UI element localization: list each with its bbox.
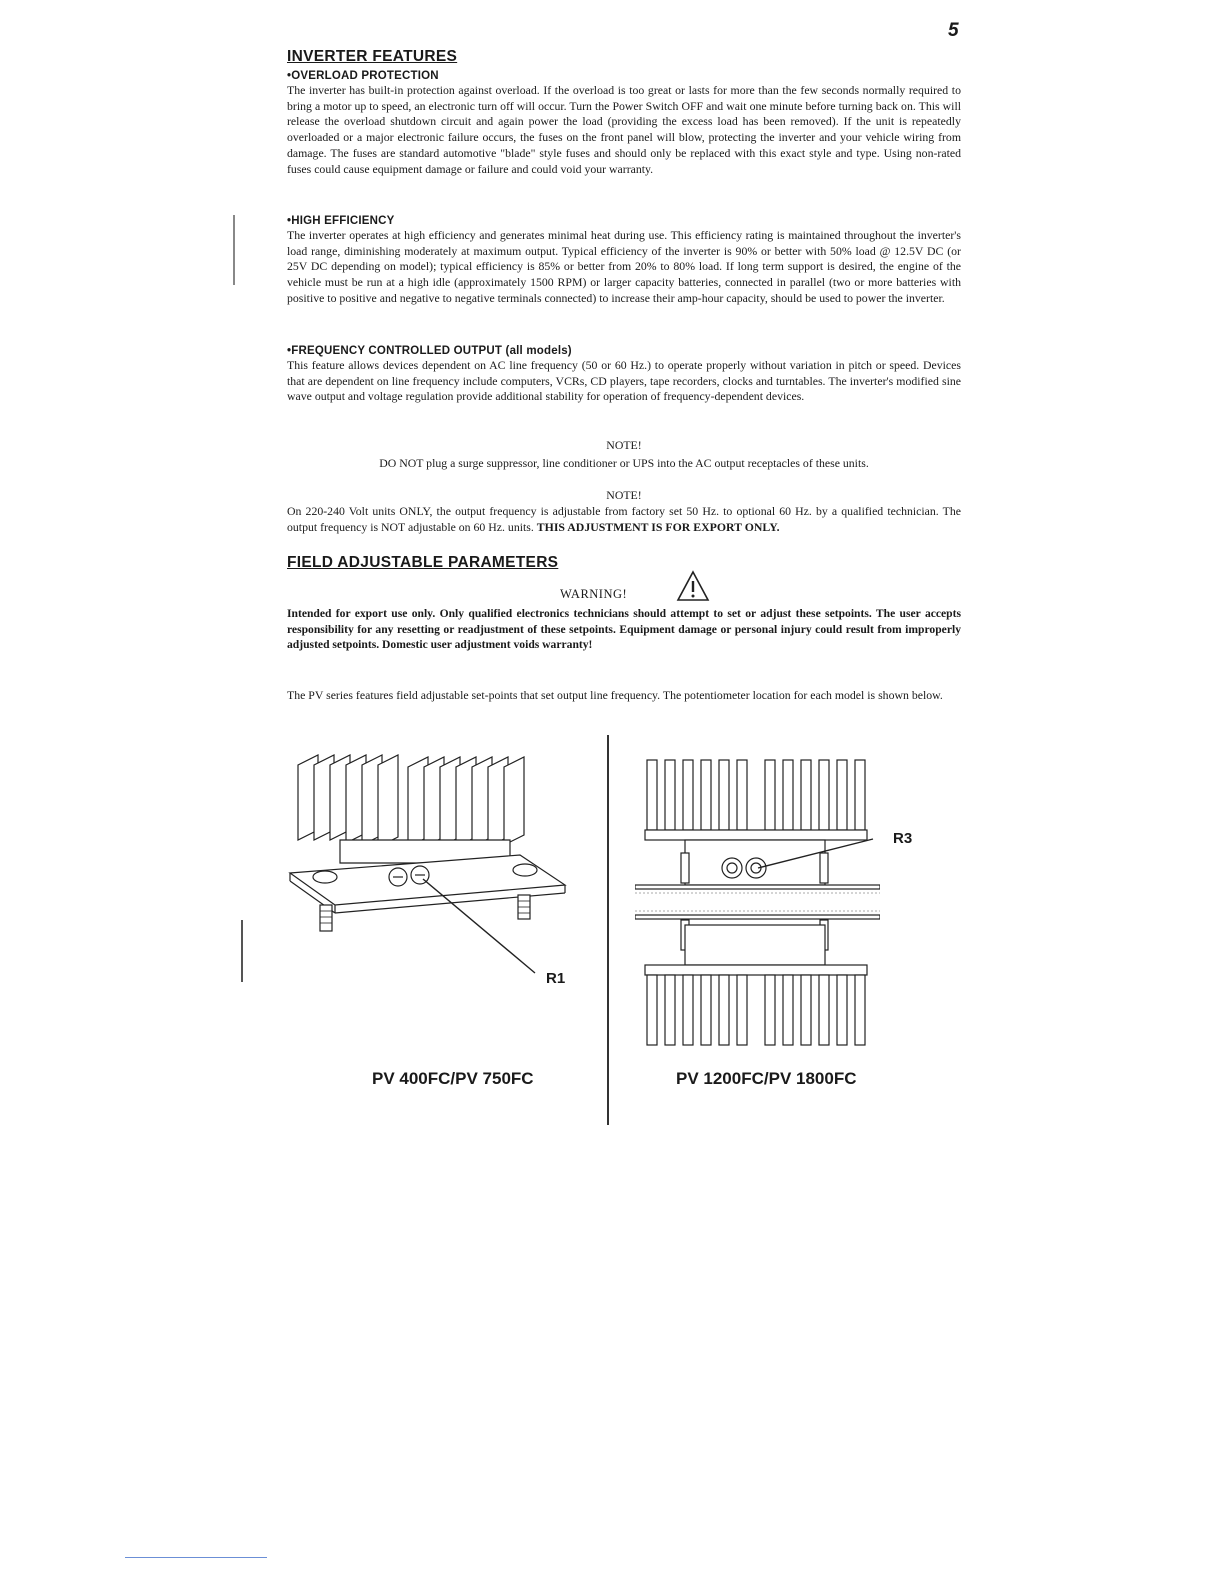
intro-paragraph: The PV series features field adjustable set-points that set output line frequency. The potentiometer location for each model is shown below.: [287, 688, 943, 702]
efficiency-paragraph: The inverter operates at high efficiency and generates minimal heat during use. This efficiency rating is maintained throughout the inverter's load range, diminishing moderately at maximum output. Typical efficiency of the inverter is 90% or better with 50% load @ 12.5V DC (or 25V DC depending on model); typical efficiency is 85% or better from 20% to 80% load. If long term support is desired, the engine of the vehicle must be run at a high idle (approximately 1500 RPM) or larger capacity batteries, connected in parallel (two or more batteries with positive to positive and negative to negative terminals connected) to increase their amp-hour capacity, should be used to power the inverter.: [287, 228, 961, 305]
note2-paragraph: [287, 504, 961, 535]
section-title-inverter-features: INVERTER FEATURES: [287, 48, 458, 65]
figure-pv400-diagram: [280, 745, 590, 995]
note2-label: NOTE!: [606, 488, 642, 502]
overload-heading: •OVERLOAD PROTECTION: [287, 70, 439, 82]
warning-label: WARNING!: [560, 587, 628, 601]
scan-mark: [233, 215, 235, 285]
efficiency-heading: •HIGH EFFICIENCY: [287, 215, 395, 227]
warning-line: [560, 570, 720, 604]
scan-mark: [125, 1557, 267, 1558]
warning-paragraph: Intended for export use only. Only qualified electronics technicians should attempt to set or adjust these setpoints. The user accepts responsibility for any resetting or readjustment of these setpoints. Equipment damage or personal injury could result from improperly adjusted setpoints. Domestic user adjustment voids warranty!: [287, 607, 961, 652]
figure-pv1200-diagram: [635, 755, 880, 1055]
section-title-field-adjustable: FIELD ADJUSTABLE PARAMETERS: [287, 554, 559, 571]
caption-pv1200-pv1800: PV 1200FC/PV 1800FC: [676, 1069, 857, 1088]
overload-paragraph: The inverter has built-in protection against overload. If the overload is too great or lasts for more than the few seconds normally required to bring a motor up to speed, an electronic turn off will occur. Turn the Power Switch OFF and wait one minute before turning back on. This will release the overload shutdown circuit and again power the load (providing the excess load has been removed). If the unit is repeatedly overloaded or a major electronic failure occurs, the fuses on the front panel will blow, protecting the inverter and your vehicle wiring from damage. The fuses are standard automotive "blade" style fuses and should only be replaced with this exact style and type. Using non-rated fuses could cause equipment damage or failure and could void your warranty.: [287, 83, 961, 176]
r3-label: R3: [893, 830, 913, 847]
caption-pv400-pv750: PV 400FC/PV 750FC: [372, 1069, 534, 1088]
note1-text: DO NOT plug a surge suppressor, line conditioner or UPS into the AC output receptacles of these units.: [379, 456, 869, 470]
frequency-paragraph: This feature allows devices dependent on AC line frequency (50 or 60 Hz.) to operate properly without variation in pitch or speed. Devices that are dependent on line frequency include computers, VCRs, CD players, tape recorders, clocks and turntables. The inverter's modified sine wave output and voltage regulation provide additional stability for operation of frequency-dependent devices.: [287, 358, 961, 404]
scan-mark: [241, 920, 243, 982]
warning-triangle-icon: [676, 570, 710, 602]
note2-text: On 220-240 Volt units ONLY, the output frequency is adjustable from factory set 50 Hz. to optional 60 Hz. by a qualified technician. The output frequency is NOT adjustable on 60 Hz. units.: [287, 504, 961, 534]
r1-label: R1: [546, 970, 566, 987]
page-number: 5: [948, 20, 959, 41]
frequency-heading: •FREQUENCY CONTROLLED OUTPUT (all models): [287, 345, 572, 357]
note2-emphasis: THIS ADJUSTMENT IS FOR EXPORT ONLY.: [536, 519, 780, 534]
figure-divider: [607, 735, 609, 1125]
note1-label: NOTE!: [606, 438, 642, 452]
